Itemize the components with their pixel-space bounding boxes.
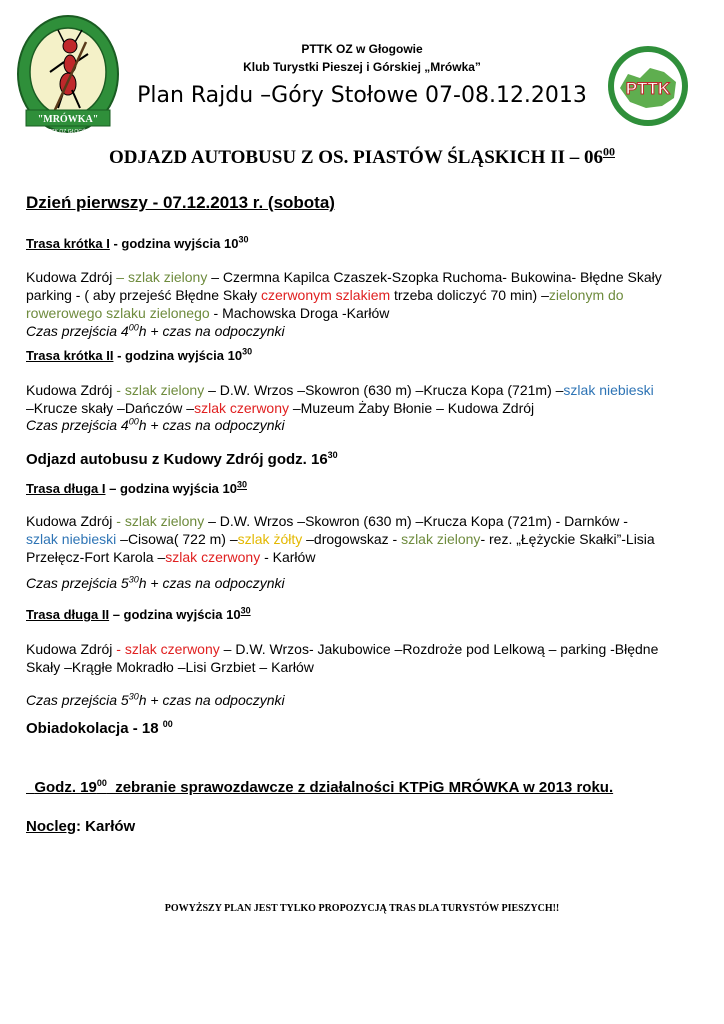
- bus-return-heading: Odjazd autobusu z Kudowy Zdrój godz. $16^{30}$: [26, 450, 338, 468]
- logo-banner-text: "MRÓWKA": [37, 114, 99, 125]
- route-short-1-line3: rowerowego szlaku zielonego - Machowska Droga -Karłów: [26, 305, 390, 321]
- day-one-heading: Dzień pierwszy - 07.12.2013 r. (sobota): [26, 193, 335, 212]
- route-short-1-line1: Kudowa Zdrój – szlak zielony – Czermna Kapilca Czaszek-Szopka Ruchoma- Bukowina- Błędne Skały: [26, 269, 662, 285]
- route-short-1-time: Czas przejścia $4^{00}h$ + czas na odpoczynki: [26, 322, 285, 339]
- route-long-2-heading: Trasa długa II – godzina wyjścia $10^{30}$: [26, 605, 251, 622]
- route-long-2-time: Czas przejścia $5^{30}h$ + czas na odpoczynki: [26, 691, 285, 708]
- route-short-2-line1: Kudowa Zdrój - szlak zielony – D.W. Wrzos –Skowron (630 m) –Krucza Kopa (721m) –szlak niebieski: [26, 382, 654, 398]
- route-long-1-heading: Trasa długa I – godzina wyjścia $10^{30}$: [26, 479, 247, 496]
- route-long-1-line2: szlak niebieski –Cisowa( 722 m) –szlak żółty –drogowskaz - szlak zielony- rez. „Łężyckie Skałki”-Lisia: [26, 531, 655, 547]
- klub-mrowka-logo: [14, 12, 122, 140]
- main-title: ODJAZD AUTOBUSU Z OS. PIASTÓW ŚLĄSKICH II – $06^{00}$: [109, 144, 615, 168]
- route-short-1-heading: Trasa krótka I - godzina wyjścia $10^{30}$: [26, 234, 249, 251]
- route-long-1-line3: Przełęcz-Fort Karola –szlak czerwony - Karłów: [26, 549, 316, 565]
- lodging-heading: Nocleg: Karłów: [26, 818, 136, 835]
- route-short-2-heading: Trasa krótka II - godzina wyjścia $10^{30}$: [26, 346, 253, 363]
- route-long-2-line2: Skały –Krągłe Mokradło –Lisi Grzbiet – Karłów: [26, 659, 314, 675]
- plan-title: Plan Rajdu –Góry Stołowe 07-08.12.2013: [137, 83, 587, 108]
- route-short-2-line2: –Krucze skały –Dańczów –szlak czerwony –Muzeum Żaby Błonie – Kudowa Zdrój: [26, 400, 535, 416]
- pttk-logo-text: PTTK: [625, 79, 671, 98]
- route-short-1-line2: parking - ( aby przejeść Błędne Skały czerwonym szlakiem trzeba doliczyć 70 min) –zielonym do: [26, 287, 624, 303]
- meeting-heading: Godz. $19^{00}$ zebranie sprawozdawcze z działalności KTPiG MRÓWKA w 2013 roku.: [34, 778, 614, 796]
- club-line: Klub Turystki Pieszej i Górskiej „Mrówka”: [243, 60, 481, 74]
- route-short-2-time: Czas przejścia $4^{00}h$ + czas na odpoczynki: [26, 416, 285, 433]
- route-long-2-line1: Kudowa Zdrój - szlak czerwony – D.W. Wrzos- Jakubowice –Rozdroże pod Lelkową – parking -Błędne: [26, 641, 659, 657]
- org-line: PTTK OZ w Głogowie: [301, 42, 423, 56]
- route-long-1-time: Czas przejścia $5^{30}h$ + czas na odpoczynki: [26, 574, 285, 591]
- dinner-heading: Obiadokolacja - 18 $^{00}$: [26, 719, 173, 737]
- logo-sub-text: PTTK OZ GŁOGÓW: [45, 129, 91, 135]
- footer-note: POWYŻSZY PLAN JEST TYLKO PROPOZYCJĄ TRAS DLA TURYSTÓW PIESZYCH!!: [164, 903, 560, 914]
- route-long-1-line1: Kudowa Zdrój - szlak zielony – D.W. Wrzos –Skowron (630 m) –Krucza Kopa (721m) - Darnków -: [26, 513, 628, 529]
